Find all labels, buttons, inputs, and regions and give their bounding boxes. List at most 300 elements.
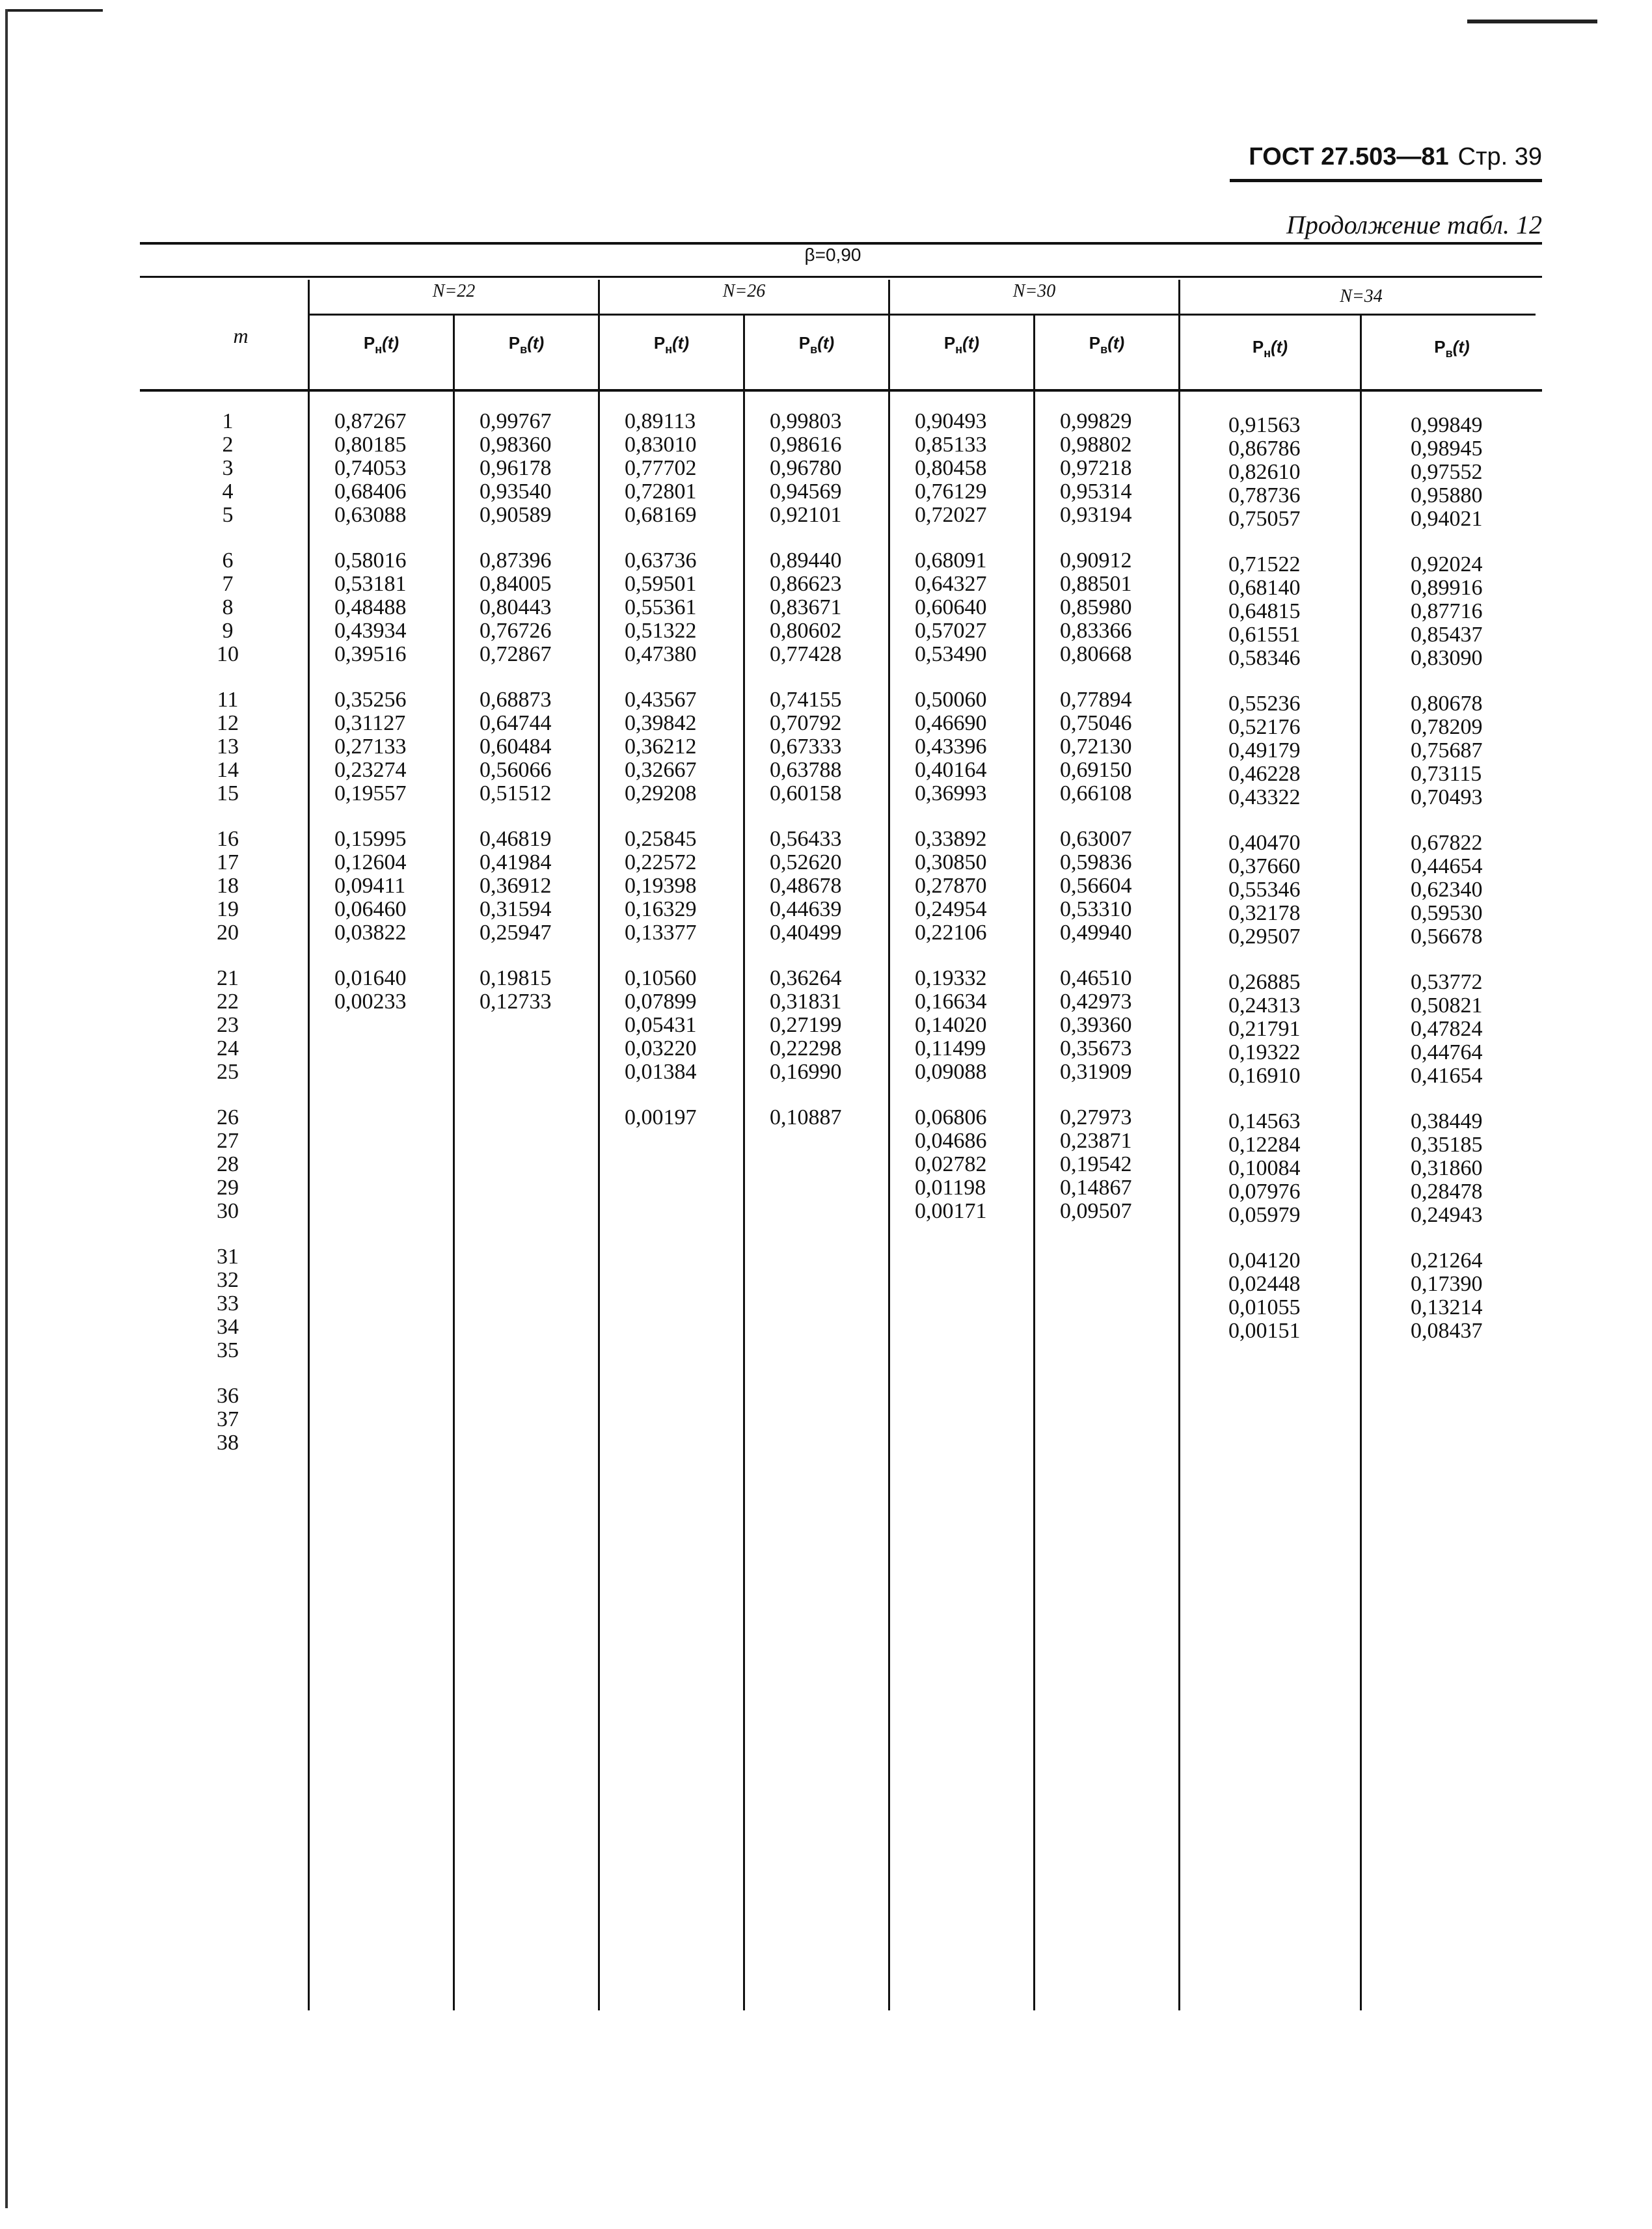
row-group-gap (1386, 809, 1542, 831)
row-group-gap (890, 527, 1033, 549)
table-cell: 0,90589 (480, 503, 552, 527)
table-cell: 21 (217, 966, 239, 990)
table-cell: 11 (217, 688, 239, 712)
table-cell: 0,98945 (1411, 437, 1483, 461)
table-cell: 0,14563 (1228, 1109, 1301, 1133)
table-cell: 8 (222, 595, 234, 619)
table-cell: 0,27973 (1060, 1105, 1132, 1129)
table-cell: 0,52620 (770, 850, 842, 874)
table-cell: 0,24954 (915, 897, 987, 921)
table-cell: 0,58016 (334, 548, 407, 573)
table-cell: 10 (217, 642, 239, 666)
table-continuation-caption: Продолжение табл. 12 (1286, 210, 1542, 239)
table-cell: 0,43567 (625, 688, 697, 712)
table-cell: 0,10560 (625, 966, 697, 990)
table-cell: 0,07976 (1228, 1180, 1301, 1204)
table-cell: 0,05431 (625, 1013, 697, 1037)
table-cell: 0,13214 (1411, 1295, 1483, 1319)
row-group-gap (195, 1084, 260, 1106)
table-cell: 0,80185 (334, 433, 407, 457)
col-header-pn-n34: $P_н(t)$ (1252, 337, 1288, 360)
table-cell: 0,68091 (915, 548, 987, 573)
row-group-gap (1386, 1227, 1542, 1249)
row-group-gap (195, 527, 260, 549)
table-cell: 0,23274 (334, 758, 407, 782)
table-cell: 0,46690 (915, 711, 987, 735)
table-cell: 0,76726 (480, 619, 552, 643)
row-group-gap (1204, 809, 1360, 831)
table-cell: 16 (217, 827, 239, 851)
table-cell: 0,46228 (1228, 762, 1301, 786)
row-group-gap (455, 666, 598, 688)
row-group-gap (600, 805, 743, 828)
n-label-rule (309, 314, 1536, 316)
row-group-gap (455, 805, 598, 828)
table-cell: 0,04686 (915, 1129, 987, 1153)
table-cell: 0,42973 (1060, 990, 1132, 1014)
table-cell: 19 (217, 897, 239, 921)
table-cell: 0,83010 (625, 433, 697, 457)
table-cell: 36 (217, 1384, 239, 1408)
table-cell: 0,44654 (1411, 854, 1483, 878)
table-cell: 5 (222, 503, 234, 527)
table-cell: 0,98802 (1060, 433, 1132, 457)
table-cell: 0,73115 (1411, 762, 1482, 786)
table-cell: 2 (222, 433, 234, 457)
table-cell: 0,68140 (1228, 576, 1301, 600)
column-rule (1360, 314, 1362, 2010)
table-cell: 0,39360 (1060, 1013, 1132, 1037)
table-cell: 0,72130 (1060, 735, 1132, 759)
table-cell: 0,71522 (1228, 552, 1301, 576)
table-cell: 0,17390 (1411, 1272, 1483, 1296)
table-cell: 0,83671 (770, 595, 842, 619)
col-header-pn-n22: $P_н(t)$ (363, 333, 399, 356)
row-group-gap (600, 1084, 743, 1106)
table-cell: 0,92101 (770, 503, 842, 527)
table-cell: 0,12284 (1228, 1133, 1301, 1157)
table-cell: 0,97218 (1060, 456, 1132, 480)
table-cell: 0,00197 (625, 1105, 697, 1129)
table-cell: 0,77428 (770, 642, 842, 666)
row-group-gap (745, 527, 888, 549)
table-cell: 0,64744 (480, 711, 552, 735)
table-cell: 0,41984 (480, 850, 552, 874)
table-cell: 37 (217, 1407, 239, 1431)
column-pn-n26 (600, 410, 743, 1129)
row-group-gap (195, 666, 260, 688)
row-group-gap (890, 805, 1033, 828)
table-cell: 0,24313 (1228, 993, 1301, 1018)
row-group-gap (745, 666, 888, 688)
column-pn-n34 (1204, 414, 1360, 1343)
table-cell: 0,16910 (1228, 1064, 1301, 1088)
group-header-n22: N=22 (432, 281, 476, 301)
row-group-gap (1386, 531, 1542, 553)
page-header (1230, 143, 1542, 171)
table-cell: 0,03220 (625, 1036, 697, 1060)
table-cell: 0,49179 (1228, 738, 1301, 763)
table-cell: 0,84005 (480, 572, 552, 596)
table-cell: 0,64327 (915, 572, 987, 596)
table-cell: 0,87267 (334, 409, 407, 433)
table-cell: 0,15995 (334, 827, 407, 851)
table-cell: 0,29507 (1228, 925, 1301, 949)
table-cell: 0,30850 (915, 850, 987, 874)
table-cell: 0,78736 (1228, 483, 1301, 507)
table-cell: 29 (217, 1176, 239, 1200)
table-cell: 27 (217, 1129, 239, 1153)
table-cell: 0,16329 (625, 897, 697, 921)
table-cell: 0,69150 (1060, 758, 1132, 782)
row-group-gap (890, 945, 1033, 967)
table-cell: 0,44639 (770, 897, 842, 921)
table-cell: 0,80602 (770, 619, 842, 643)
table-cell: 32 (217, 1268, 239, 1292)
table-cell: 0,14867 (1060, 1176, 1132, 1200)
table-cell: 0,27870 (915, 874, 987, 898)
table-cell: 20 (217, 921, 239, 945)
table-cell: 0,11499 (915, 1036, 986, 1060)
table-cell: 0,01198 (915, 1176, 986, 1200)
row-group-gap (600, 945, 743, 967)
table-cell: 0,35185 (1411, 1133, 1483, 1157)
table-cell: 0,24943 (1411, 1203, 1483, 1227)
table-cell: 0,83090 (1411, 646, 1483, 670)
table-cell: 0,63788 (770, 758, 842, 782)
table-cell: 0,12733 (480, 990, 552, 1014)
col-header-pv-n34: $P_в(t)$ (1434, 337, 1470, 360)
table-cell: 0,35256 (334, 688, 407, 712)
table-cell: 0,32178 (1228, 901, 1301, 925)
table-cell: 0,00233 (334, 990, 407, 1014)
table-cell: 0,36912 (480, 874, 552, 898)
row-group-gap (310, 666, 453, 688)
table-cell: 13 (217, 735, 239, 759)
table-cell: 28 (217, 1152, 239, 1176)
table-cell: 0,01640 (334, 966, 407, 990)
row-group-gap (1386, 949, 1542, 971)
table-cell: 0,53490 (915, 642, 987, 666)
table-cell: 0,05979 (1228, 1203, 1301, 1227)
table-cell: 0,51322 (625, 619, 697, 643)
table-cell: 0,52176 (1228, 715, 1301, 739)
table-cell: 0,16990 (770, 1060, 842, 1084)
table-cell: 0,36993 (915, 781, 987, 805)
column-pv-n34 (1386, 414, 1542, 1343)
row-group-gap (1386, 670, 1542, 692)
table-cell: 0,75046 (1060, 711, 1132, 735)
table-cell: 0,16634 (915, 990, 987, 1014)
table-cell: 0,08437 (1411, 1319, 1483, 1343)
scan-corner-mark-top-right (1467, 20, 1597, 23)
table-cell: 0,01055 (1228, 1295, 1301, 1319)
table-cell: 30 (217, 1199, 239, 1223)
column-rule (1178, 280, 1180, 2010)
row-group-gap (745, 805, 888, 828)
row-group-gap (195, 805, 260, 828)
table-cell: 0,40499 (770, 921, 842, 945)
col-header-pn-n26: $P_н(t)$ (653, 333, 690, 356)
m-column (195, 410, 260, 1455)
table-cell: 0,39842 (625, 711, 697, 735)
table-cell: 0,35673 (1060, 1036, 1132, 1060)
row-group-gap (600, 527, 743, 549)
table-cell: 0,93540 (480, 480, 552, 504)
standard-number: ГОСТ 27.503—81 (1249, 143, 1449, 170)
table-cell: 35 (217, 1338, 239, 1362)
table-cell: 0,19557 (334, 781, 407, 805)
table-cell: 0,03822 (334, 921, 407, 945)
table-cell: 31 (217, 1245, 239, 1269)
table-cell: 0,48488 (334, 595, 407, 619)
col-header-pv-n30: $P_в(t)$ (1089, 333, 1125, 356)
table-cell: 0,22106 (915, 921, 987, 945)
row-group-gap (1204, 1088, 1360, 1110)
table-cell: 1 (222, 409, 234, 433)
table-cell: 0,21264 (1411, 1249, 1483, 1273)
table-cell: 0,57027 (915, 619, 987, 643)
table-cell: 0,90493 (915, 409, 987, 433)
table-cell: 0,29208 (625, 781, 697, 805)
row-group-gap (195, 1362, 260, 1385)
table-cell: 0,56678 (1411, 925, 1483, 949)
table-cell: 0,59530 (1411, 901, 1483, 925)
table-cell: 0,47380 (625, 642, 697, 666)
table-cell: 0,60158 (770, 781, 842, 805)
table-cell: 0,21791 (1228, 1017, 1301, 1041)
table-cell: 0,13377 (625, 921, 697, 945)
table-cell: 0,09088 (915, 1060, 987, 1084)
table-cell: 0,70493 (1411, 785, 1483, 809)
col-header-pn-n30: $P_н(t)$ (943, 333, 980, 356)
beta-rule (140, 276, 1542, 278)
table-cell: 0,04120 (1228, 1249, 1301, 1273)
row-group-gap (195, 945, 260, 967)
table-cell: 0,76129 (915, 480, 987, 504)
row-group-gap (1035, 805, 1178, 828)
table-cell: 0,56604 (1060, 874, 1132, 898)
page-number: Стр. 39 (1457, 143, 1542, 170)
table-cell: 0,86786 (1228, 437, 1301, 461)
header-rule (1230, 179, 1542, 182)
table-cell: 18 (217, 874, 239, 898)
table-cell: 0,19398 (625, 874, 697, 898)
table-cell: 0,95880 (1411, 483, 1483, 507)
table-cell: 34 (217, 1315, 239, 1339)
table-cell: 0,94021 (1411, 507, 1483, 531)
row-group-gap (600, 666, 743, 688)
table-cell: 0,93194 (1060, 503, 1132, 527)
table-cell: 0,19332 (915, 966, 987, 990)
table-cell: 0,31127 (334, 711, 406, 735)
table-cell: 14 (217, 758, 239, 782)
table-cell: 0,89113 (625, 409, 696, 433)
table-cell: 0,89440 (770, 548, 842, 573)
row-group-gap (1035, 1084, 1178, 1106)
table-cell: 0,63736 (625, 548, 697, 573)
row-group-gap (1204, 670, 1360, 692)
table-cell: 0,72027 (915, 503, 987, 527)
table-cell: 0,80458 (915, 456, 987, 480)
table-cell: 0,67333 (770, 735, 842, 759)
table-cell: 0,37660 (1228, 854, 1301, 878)
table-cell: 0,06806 (915, 1105, 987, 1129)
table-cell: 0,68406 (334, 480, 407, 504)
table-cell: 0,90912 (1060, 548, 1132, 573)
table-cell: 0,96780 (770, 456, 842, 480)
table-cell: 0,77894 (1060, 688, 1132, 712)
table-cell: 0,59836 (1060, 850, 1132, 874)
table-cell: 0,40164 (915, 758, 987, 782)
table-cell: 0,99849 (1411, 413, 1483, 437)
column-pn-n22 (310, 410, 453, 1014)
table-cell: 0,53772 (1411, 970, 1483, 994)
row-group-gap (455, 527, 598, 549)
col-header-pv-n22: $P_в(t)$ (508, 333, 545, 356)
table-cell: 0,85437 (1411, 623, 1483, 647)
row-group-gap (455, 945, 598, 967)
table-cell: 25 (217, 1060, 239, 1084)
table-cell: 22 (217, 990, 239, 1014)
row-group-gap (195, 1223, 260, 1245)
table-cell: 0,78209 (1411, 715, 1483, 739)
table-cell: 0,55346 (1228, 878, 1301, 902)
table-cell: 0,50821 (1411, 993, 1483, 1018)
table-cell: 0,56066 (480, 758, 552, 782)
table-cell: 0,60484 (480, 735, 552, 759)
group-header-n26: N=26 (722, 281, 766, 301)
table-cell: 38 (217, 1431, 239, 1455)
table-cell: 0,31831 (770, 990, 842, 1014)
table-cell: 24 (217, 1036, 239, 1060)
table-cell: 0,14020 (915, 1013, 987, 1037)
table-cell: 0,58346 (1228, 646, 1301, 670)
column-pv-n26 (745, 410, 888, 1129)
table-cell: 0,97552 (1411, 460, 1483, 484)
row-group-gap (1204, 1227, 1360, 1249)
table-cell: 0,06460 (334, 897, 407, 921)
table-cell: 0,00171 (915, 1199, 987, 1223)
table-cell: 0,92024 (1411, 552, 1483, 576)
table-cell: 0,86623 (770, 572, 842, 596)
table-cell: 0,59501 (625, 572, 697, 596)
table-cell: 0,60640 (915, 595, 987, 619)
table-cell: 0,25947 (480, 921, 552, 945)
table-cell: 0,31860 (1411, 1156, 1483, 1180)
table-cell: 26 (217, 1105, 239, 1129)
row-group-gap (310, 945, 453, 967)
table-cell: 4 (222, 480, 234, 504)
m-column-header: m (233, 324, 249, 347)
table-cell: 0,96178 (480, 456, 552, 480)
table-cell: 0,87716 (1411, 599, 1483, 623)
table-cell: 0,53181 (334, 572, 407, 596)
table-cell: 0,22572 (625, 850, 697, 874)
row-group-gap (1204, 949, 1360, 971)
table-cell: 0,02782 (915, 1152, 987, 1176)
table-cell: 0,01384 (625, 1060, 697, 1084)
table-cell: 0,33892 (915, 827, 987, 851)
table-cell: 12 (217, 711, 239, 735)
beta-label: β=0,90 (804, 245, 861, 265)
table-cell: 0,94569 (770, 480, 842, 504)
table-cell: 17 (217, 850, 239, 874)
table-cell: 0,47824 (1411, 1017, 1483, 1041)
table-cell: 0,12604 (334, 850, 407, 874)
table-cell: 0,82610 (1228, 460, 1301, 484)
table-cell: 0,27199 (770, 1013, 842, 1037)
table-cell: 0,80678 (1411, 692, 1483, 716)
table-cell: 0,27133 (334, 735, 407, 759)
table-cell: 0,95314 (1060, 480, 1132, 504)
table-cell: 0,51512 (480, 781, 552, 805)
table-cell: 0,98616 (770, 433, 842, 457)
table-cell: 0,46510 (1060, 966, 1132, 990)
table-cell: 0,85980 (1060, 595, 1132, 619)
row-group-gap (890, 1084, 1033, 1106)
row-group-gap (1035, 527, 1178, 549)
table-cell: 0,72867 (480, 642, 552, 666)
table-cell: 3 (222, 456, 234, 480)
table-cell: 0,74053 (334, 456, 407, 480)
table-cell: 0,99829 (1060, 409, 1132, 433)
table-cell: 7 (222, 572, 234, 596)
table-cell: 0,48678 (770, 874, 842, 898)
table-cell: 0,62340 (1411, 878, 1483, 902)
table-cell: 0,80668 (1060, 642, 1132, 666)
col-header-pv-n26: $P_в(t)$ (798, 333, 835, 356)
row-group-gap (1035, 945, 1178, 967)
table-cell: 0,36264 (770, 966, 842, 990)
table-cell: 0,19322 (1228, 1040, 1301, 1064)
table-cell: 0,26885 (1228, 970, 1301, 994)
table-cell: 0,44764 (1411, 1040, 1483, 1064)
row-group-gap (890, 666, 1033, 688)
table-cell: 0,09411 (334, 874, 406, 898)
table-cell: 0,56433 (770, 827, 842, 851)
table-cell: 0,64815 (1228, 599, 1301, 623)
table-cell: 6 (222, 548, 234, 573)
table-cell: 0,55361 (625, 595, 697, 619)
table-cell: 0,46819 (480, 827, 552, 851)
table-cell: 0,72801 (625, 480, 697, 504)
table-cell: 0,91563 (1228, 413, 1301, 437)
table-cell: 0,40470 (1228, 831, 1301, 855)
table-cell: 0,43396 (915, 735, 987, 759)
table-cell: 0,66108 (1060, 781, 1132, 805)
table-cell: 0,07899 (625, 990, 697, 1014)
row-group-gap (1386, 1088, 1542, 1110)
table-cell: 0,61551 (1228, 623, 1301, 647)
table-cell: 33 (217, 1291, 239, 1316)
row-group-gap (310, 527, 453, 549)
table-cell: 0,39516 (334, 642, 407, 666)
table-cell: 0,43934 (334, 619, 407, 643)
table-cell: 0,31909 (1060, 1060, 1132, 1084)
table-cell: 0,09507 (1060, 1199, 1132, 1223)
table-cell: 0,38449 (1411, 1109, 1483, 1133)
header-bottom-rule (140, 389, 1542, 392)
table-cell: 0,32667 (625, 758, 697, 782)
scan-corner-mark-top-left (5, 9, 103, 12)
table-cell: 0,75057 (1228, 507, 1301, 531)
table-cell: 0,02448 (1228, 1272, 1301, 1296)
table-cell: 0,19815 (480, 966, 552, 990)
row-group-gap (1204, 531, 1360, 553)
table-cell: 0,89916 (1411, 576, 1483, 600)
table-cell: 0,99803 (770, 409, 842, 433)
